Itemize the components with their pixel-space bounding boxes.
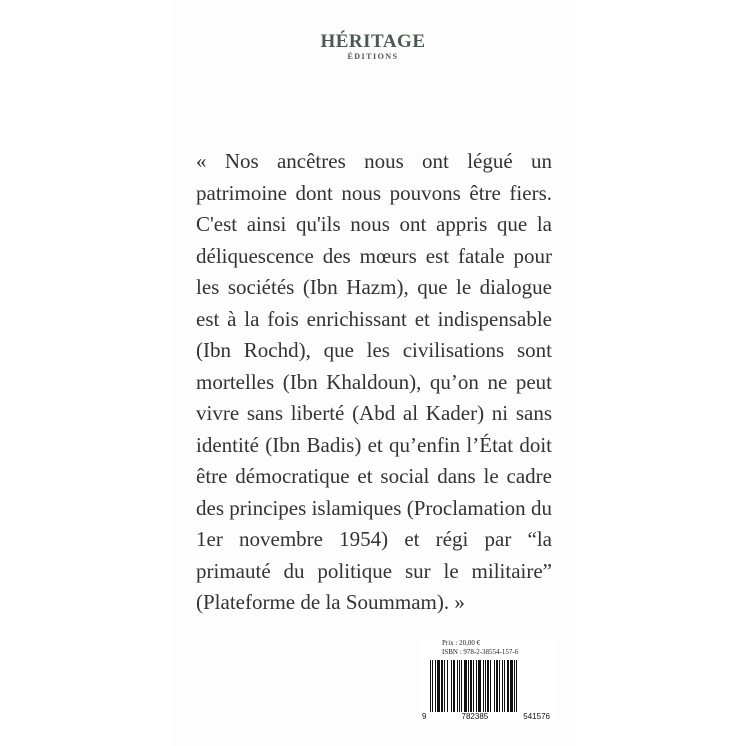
- barcode-bar: [507, 660, 509, 712]
- barcode-bar: [494, 660, 495, 712]
- isbn-label: ISBN : 978-2-38554-157-6: [442, 648, 519, 656]
- price-label: Prix : 20,00 €: [442, 639, 481, 647]
- publisher-logo: [172, 32, 574, 61]
- barcode-bar: [478, 660, 481, 712]
- barcode-digits-right: 541576: [523, 712, 550, 721]
- barcode-bar: [457, 660, 458, 712]
- barcode-bar: [451, 660, 452, 712]
- barcode-bar: [447, 660, 448, 712]
- barcode-bar: [502, 660, 503, 712]
- barcode-digits-left: 782385: [461, 712, 489, 721]
- barcode-bar: [504, 660, 505, 712]
- barcode-area: [420, 634, 556, 721]
- publisher-name: HÉRITAGE: [320, 31, 426, 52]
- barcode-bar: [476, 660, 477, 712]
- publisher-subtitle: ÉDITIONS: [347, 52, 399, 61]
- price-isbn-block: [420, 634, 556, 660]
- barcode-bar: [499, 660, 500, 712]
- barcode-bar: [485, 660, 486, 712]
- barcode-bar: [441, 660, 443, 712]
- barcode-image: [420, 660, 556, 714]
- barcode-bar: [461, 660, 462, 712]
- barcode-digits: [420, 712, 556, 721]
- barcode-bar: [514, 660, 515, 712]
- barcode-bar: [430, 660, 431, 712]
- barcode-bar: [453, 660, 455, 712]
- barcode-bar: [432, 660, 433, 712]
- barcode-bar: [435, 660, 436, 712]
- barcode-bar: [464, 660, 467, 712]
- barcode-bar: [483, 660, 484, 712]
- barcode-digit-first: 9: [422, 712, 427, 721]
- barcode-bar: [496, 660, 498, 712]
- back-cover-quote: [196, 146, 552, 619]
- barcode-bar: [516, 660, 517, 712]
- barcode-bar: [510, 660, 513, 712]
- barcode-bar: [487, 660, 489, 712]
- barcode-bar: [468, 660, 469, 712]
- barcode-bar: [459, 660, 460, 712]
- barcode-bar: [444, 660, 445, 712]
- barcode-bar: [437, 660, 440, 712]
- barcode-bar: [473, 660, 474, 712]
- barcode-bar: [470, 660, 472, 712]
- barcode-bar: [490, 660, 491, 712]
- quote-text: « Nos ancêtres nous ont légué un patrimoine dont nous pouvons être fiers. C'est ainsi qu'ils nous ont appris que la déliquescence des mœurs est fatale pour les sociétés (Ibn Hazm), que le dialogue est à la fois enrichissant et indispensable (Ibn Rochd), que les civilisations sont mortelles (Ibn Khaldoun), qu’on ne peut vivre sans liberté (Abd al Kader) ni sans identité (Ibn Badis) et qu’enfin l’État doit être démocratique et social dans le cadre des principes islamiques (Proclamation du 1er novembre 1954) et régi par “la primauté du politique sur le militaire” (Plateforme de la Soummam). »: [196, 149, 552, 614]
